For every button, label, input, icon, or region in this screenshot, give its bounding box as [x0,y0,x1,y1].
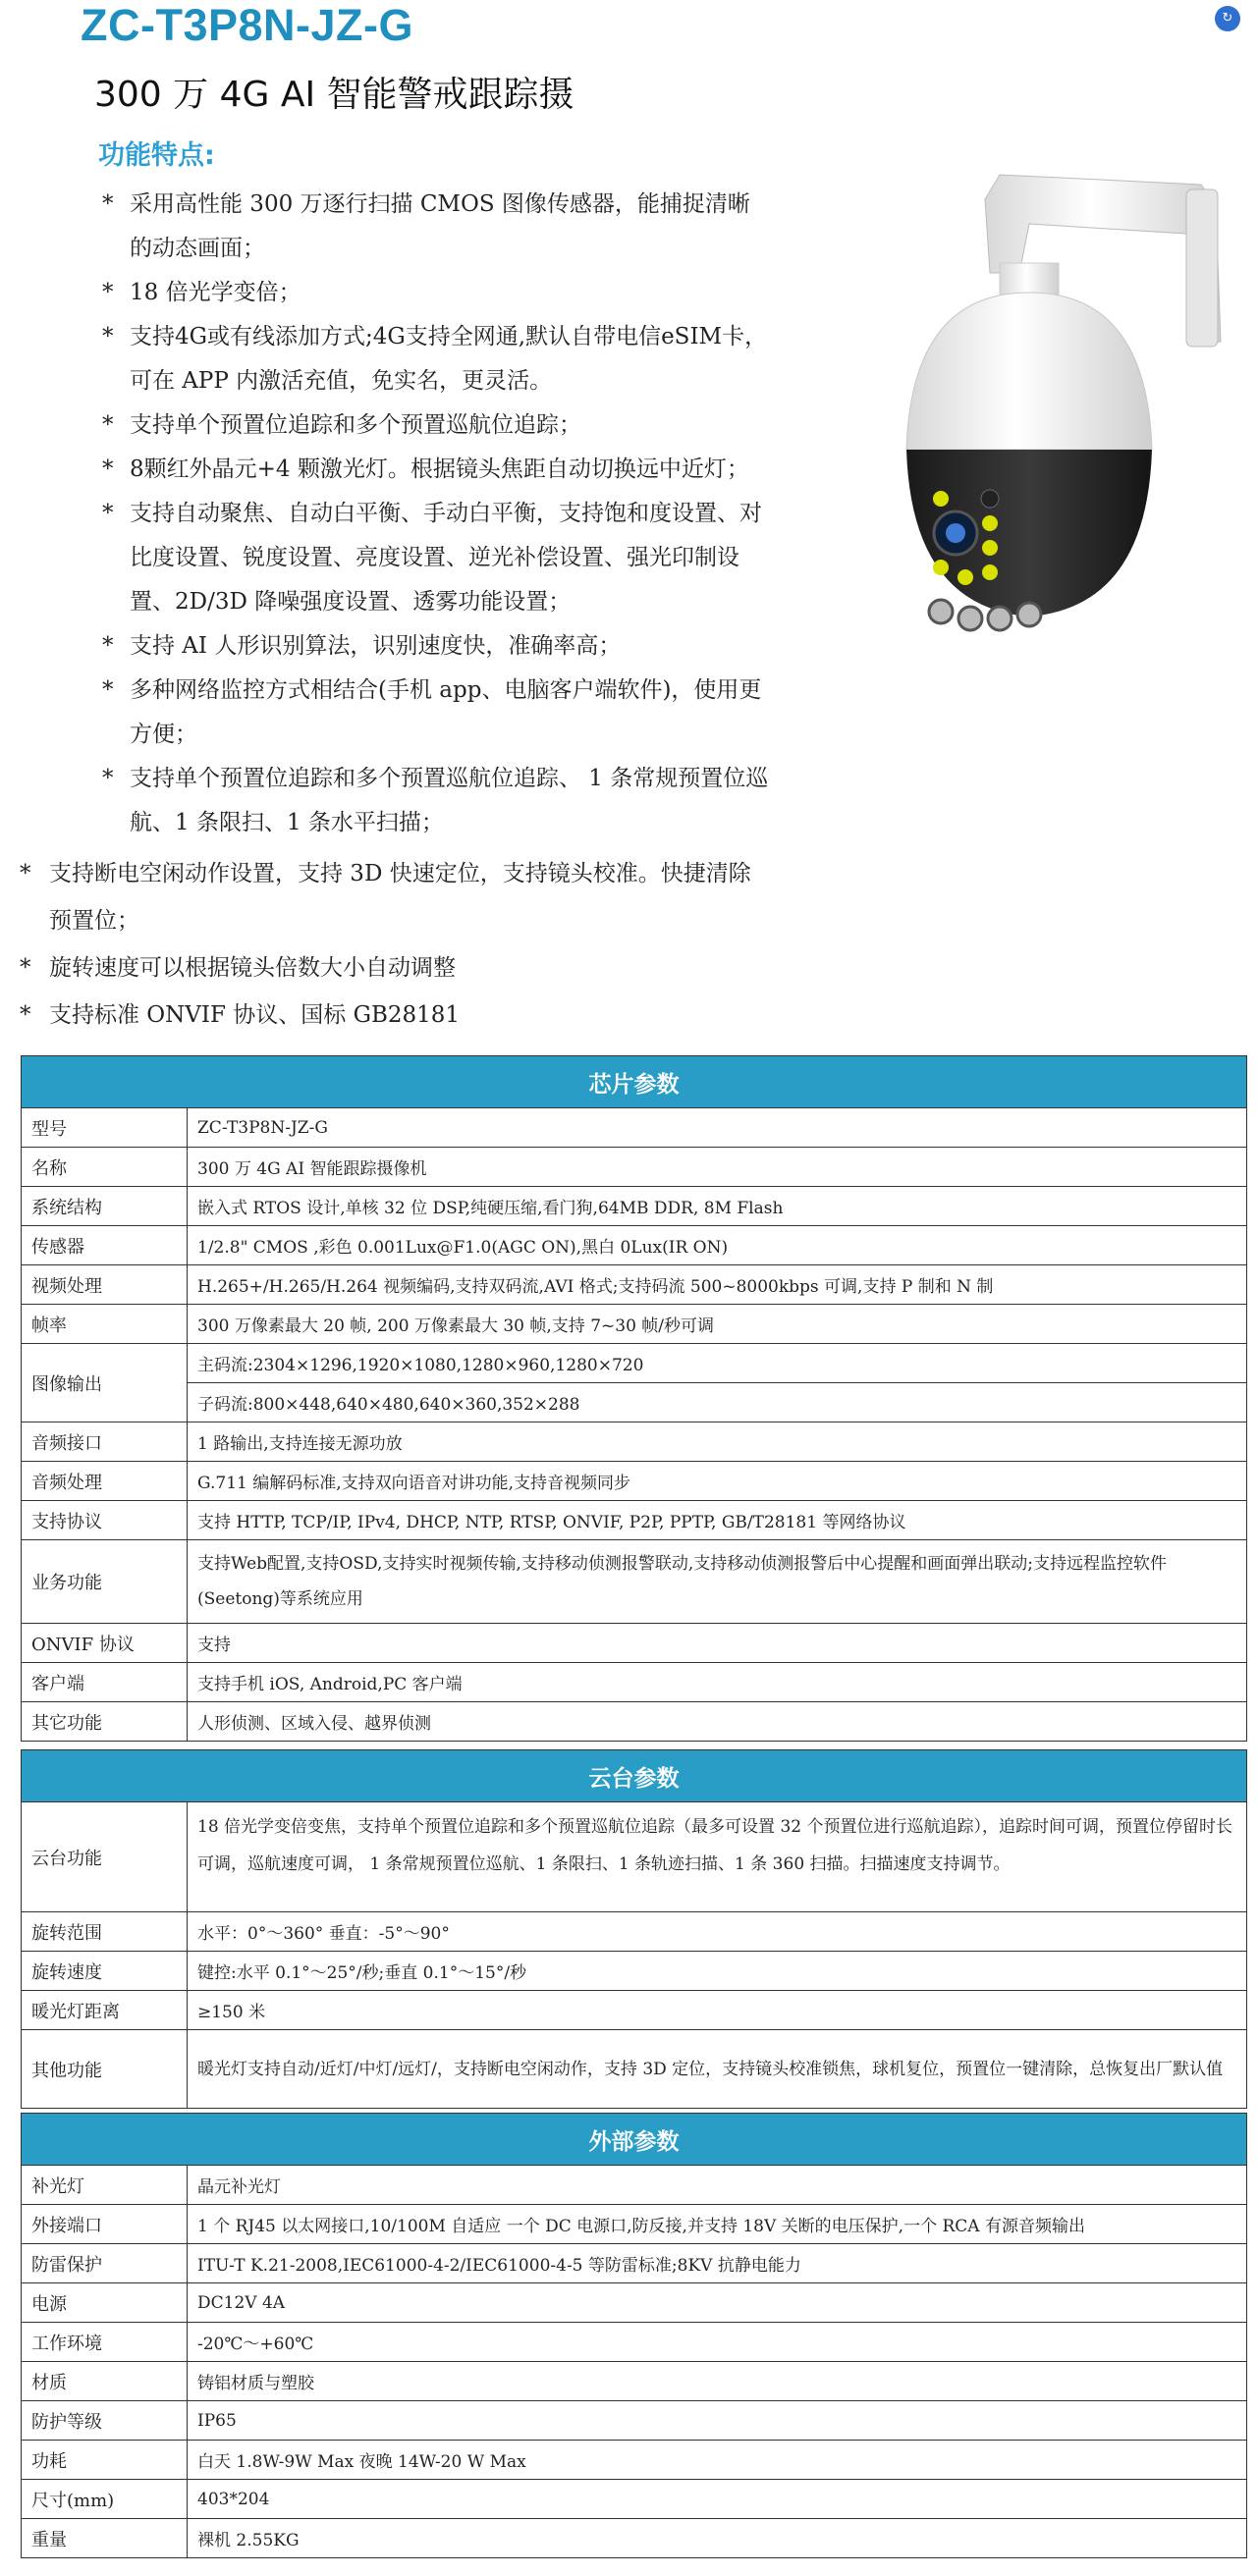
spec-value: 子码流:800×448,640×480,640×360,352×288 [188,1383,1247,1422]
spec-value: 1/2.8" CMOS ,彩色 0.001Lux@F1.0(AGC ON),黑白 0Lux(IR ON) [188,1226,1247,1265]
ptz-camera-image [852,145,1245,675]
spec-value: 白天 1.8W-9W Max 夜晚 14W-20 W Max [188,2441,1247,2480]
spec-key: 云台功能 [22,1802,188,1912]
spec-key: 图像输出 [22,1344,188,1422]
feature-item: * 支持自动聚焦、自动白平衡、手动白平衡，支持饱和度设置、对比度设置、锐度设置、亮度设置、逆光补偿设置、强光印制设置、2D/3D 降噪强度设置、透雾功能设置； [102,492,770,624]
feature-item: * 支持断电空闲动作设置，支持 3D 快速定位，支持镜头校准。快捷清除预置位； [20,850,766,944]
spec-value: 人形侦测、区域入侵、越界侦测 [188,1702,1247,1742]
spec-key: 音频处理 [22,1462,188,1501]
spec-value: G.711 编解码标准,支持双向语音对讲功能,支持音视频同步 [188,1462,1247,1501]
spec-key: 防雷保护 [22,2244,188,2283]
spec-value: ≥150 米 [188,1991,1247,2030]
spec-key: 系统结构 [22,1187,188,1226]
spec-key: ONVIF 协议 [22,1624,188,1663]
spec-value: 支持 [188,1624,1247,1663]
spec-key: 帧率 [22,1305,188,1344]
spec-value: 裸机 2.55KG [188,2519,1247,2558]
ptz-spec-table [21,1749,1247,2109]
ptz-table-heading: 云台参数 [22,1750,1247,1802]
feature-item: * 8颗红外晶元+4 颗激光灯。根据镜头焦距自动切换远中近灯； [102,448,770,492]
external-spec-table [21,2113,1247,2558]
feature-item: * 采用高性能 300 万逐行扫描 CMOS 图像传感器，能捕捉清晰的动态画面； [102,183,770,271]
spec-value: 支持 HTTP, TCP/IP, IPv4, DHCP, NTP, RTSP, ONVIF, P2P, PPTP, GB/T28181 等网络协议 [188,1501,1247,1540]
spec-key: 音频接口 [22,1422,188,1462]
spec-value: H.265+/H.265/H.264 视频编码,支持双码流,AVI 格式;支持码流 500~8000kbps 可调,支持 P 制和 N 制 [188,1265,1247,1305]
spec-key: 视频处理 [22,1265,188,1305]
spec-key: 业务功能 [22,1540,188,1624]
spec-key: 材质 [22,2362,188,2401]
spec-key: 功耗 [22,2441,188,2480]
spec-value: 支持Web配置,支持OSD,支持实时视频传输,支持移动侦测报警联动,支持移动侦测报警后中心提醒和画面弹出联动;支持远程监控软件(Seetong)等系统应用 [188,1540,1247,1624]
spec-key: 尺寸(mm) [22,2480,188,2519]
spec-key: 传感器 [22,1226,188,1265]
spec-value: 晶元补光灯 [188,2166,1247,2205]
product-subtitle: 300 万 4G AI 智能警戒跟踪摄 [94,75,574,115]
spec-key: 其它功能 [22,1702,188,1742]
feature-item: * 支持单个预置位追踪和多个预置巡航位追踪； [102,403,770,448]
feature-item: * 旋转速度可以根据镜头倍数大小自动调整 [20,944,766,992]
spec-value: -20℃～+60℃ [188,2323,1247,2362]
spec-value: 主码流:2304×1296,1920×1080,1280×960,1280×720 [188,1344,1247,1383]
spec-value: ZC-T3P8N-JZ-G [188,1108,1247,1148]
feature-item: * 18 倍光学变倍； [102,271,770,315]
spec-value: 1 个 RJ45 以太网接口,10/100M 自适应 一个 DC 电源口,防反接,并支持 18V 关断的电压保护,一个 RCA 有源音频输出 [188,2205,1247,2244]
spec-key: 旋转范围 [22,1912,188,1952]
spec-key: 补光灯 [22,2166,188,2205]
spec-key: 暖光灯距离 [22,1991,188,2030]
spec-key: 防护等级 [22,2401,188,2441]
chip-table-heading: 芯片参数 [22,1056,1247,1108]
spec-value: 1 路输出,支持连接无源功放 [188,1422,1247,1462]
feature-item: * 支持标准 ONVIF 协议、国标 GB28181 [20,992,766,1039]
spec-value: 支持手机 iOS, Android,PC 客户端 [188,1663,1247,1702]
features-list [102,183,770,845]
app-badge-icon[interactable]: ↻ [1215,6,1240,31]
spec-value: 键控:水平 0.1°～25°/秒;垂直 0.1°～15°/秒 [188,1952,1247,1991]
feature-item: * 支持4G或有线添加方式;4G支持全网通,默认自带电信eSIM卡，可在 APP 内激活充值，免实名，更灵活。 [102,315,770,403]
spec-key: 支持协议 [22,1501,188,1540]
spec-value: 暖光灯支持自动/近灯/中灯/远灯/，支持断电空闲动作，支持 3D 定位，支持镜头校准锁焦，球机复位，预置位一键清除，总恢复出厂默认值 [188,2030,1247,2109]
spec-value: 铸铝材质与塑胶 [188,2362,1247,2401]
spec-key: 重量 [22,2519,188,2558]
spec-value: 水平：0°～360° 垂直：-5°～90° [188,1912,1247,1952]
spec-key: 旋转速度 [22,1952,188,1991]
spec-value: 嵌入式 RTOS 设计,单核 32 位 DSP,纯硬压缩,看门狗,64MB DDR, 8M Flash [188,1187,1247,1226]
features-heading: 功能特点: [98,140,215,171]
chip-spec-table [21,1055,1247,1742]
extra-features-list [20,850,766,1039]
feature-item: * 支持 AI 人形识别算法，识别速度快，准确率高； [102,624,770,669]
spec-value: DC12V 4A [188,2283,1247,2323]
spec-key: 其他功能 [22,2030,188,2109]
spec-key: 外接端口 [22,2205,188,2244]
spec-value: 300 万像素最大 20 帧, 200 万像素最大 30 帧,支持 7~30 帧/秒可调 [188,1305,1247,1344]
product-model-title: ZC-T3P8N-JZ-G [81,0,414,50]
spec-key: 电源 [22,2283,188,2323]
spec-value: 18 倍光学变倍变焦，支持单个预置位追踪和多个预置巡航位追踪（最多可设置 32 个预置位进行巡航追踪），追踪时间可调，预置位停留时长可调，巡航速度可调， 1 条常规预置位巡航、1 条限扫、1 条轨迹扫描、1 条 360 扫描。扫描速度支持调节。 [188,1802,1247,1912]
spec-key: 型号 [22,1108,188,1148]
feature-item: * 多种网络监控方式相结合(手机 app、电脑客户端软件)，使用更方便； [102,669,770,757]
feature-item: * 支持单个预置位追踪和多个预置巡航位追踪、 1 条常规预置位巡航、1 条限扫、1 条水平扫描； [102,757,770,845]
spec-key: 工作环境 [22,2323,188,2362]
spec-key: 名称 [22,1148,188,1187]
spec-value: IP65 [188,2401,1247,2441]
spec-value: 300 万 4G AI 智能跟踪摄像机 [188,1148,1247,1187]
spec-value: ITU-T K.21-2008,IEC61000-4-2/IEC61000-4-5 等防雷标准;8KV 抗静电能力 [188,2244,1247,2283]
spec-key: 客户端 [22,1663,188,1702]
spec-value: 403*204 [188,2480,1247,2519]
external-table-heading: 外部参数 [22,2114,1247,2166]
